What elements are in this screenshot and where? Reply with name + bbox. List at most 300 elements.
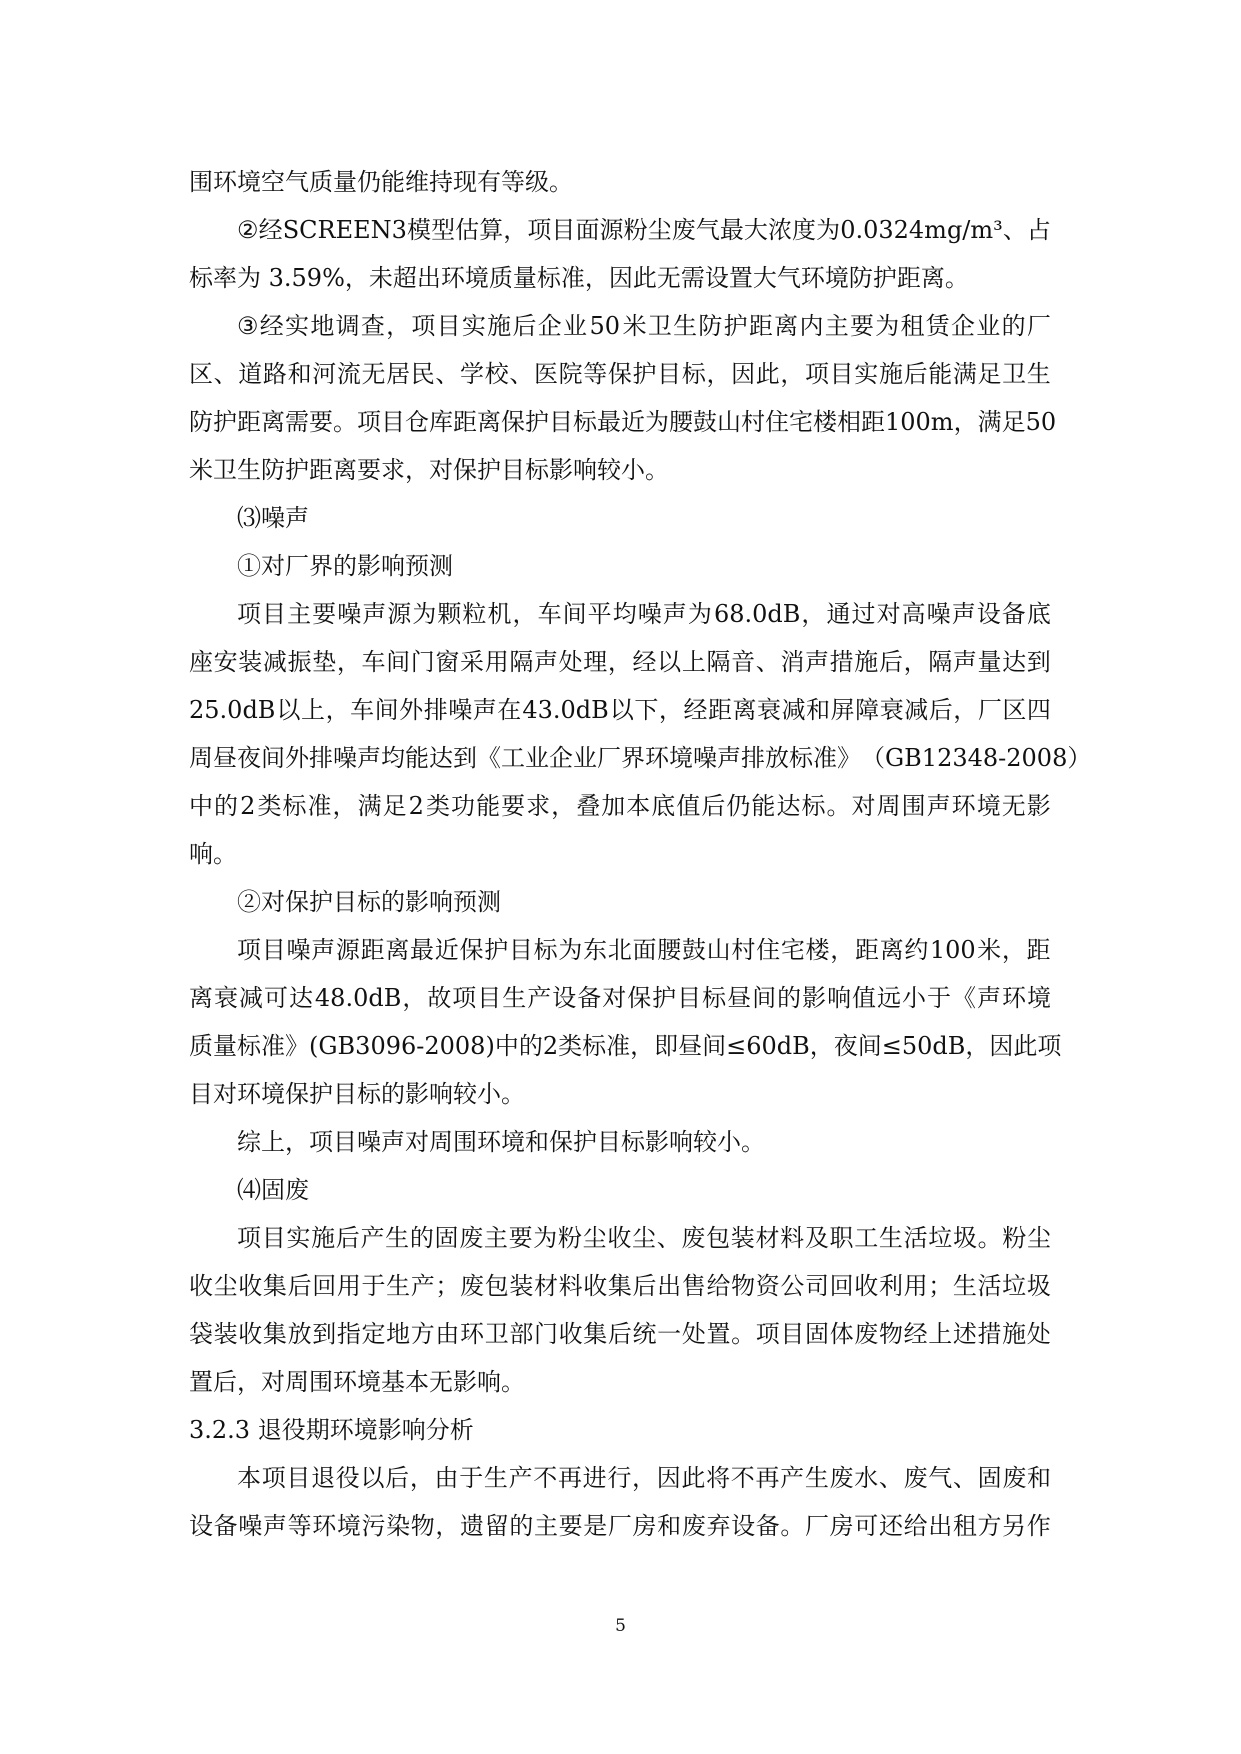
text-token: 距 xyxy=(237,408,261,436)
text-line: 米卫生防护距离要求，对保护目标影响较小。 xyxy=(189,456,669,484)
text-token: 尘 xyxy=(213,1272,238,1300)
text-token: ， xyxy=(801,600,826,628)
text-token: ， xyxy=(953,408,978,436)
text-token: 用 xyxy=(484,648,509,676)
text-token: 流 xyxy=(336,360,361,388)
text-token: ， xyxy=(503,216,528,244)
text-token: 后 xyxy=(607,1320,632,1348)
text-token: 车 xyxy=(350,696,375,724)
text-token: 以 xyxy=(276,696,301,724)
text-token: 周 xyxy=(876,792,901,820)
text-token: ③ xyxy=(237,312,259,340)
text-token: 环 xyxy=(1001,984,1026,1012)
text-token: 实 xyxy=(461,312,486,340)
text-token: 回 xyxy=(312,1272,337,1300)
text-token: 境 xyxy=(336,1512,361,1540)
text-token: ② xyxy=(237,216,259,244)
text-token: 实 xyxy=(285,312,310,340)
text-token: 生 xyxy=(483,1464,508,1492)
text-token: 项 xyxy=(237,1224,261,1252)
text-token: 》 xyxy=(837,744,861,772)
text-line xyxy=(189,686,1051,734)
text-token: 100 xyxy=(929,936,976,964)
text-token: 收 xyxy=(583,1272,608,1300)
text-token: 和 xyxy=(1027,1464,1051,1492)
text-token: 过 xyxy=(851,600,876,628)
text-token: 米 xyxy=(622,312,647,340)
text-token: 废 xyxy=(854,1320,879,1348)
text-token: 道 xyxy=(238,360,263,388)
text-token: 此 xyxy=(1013,1032,1038,1060)
text-token: 准 xyxy=(813,744,837,772)
text-token: 衰 xyxy=(757,696,782,724)
text-token: 要 xyxy=(558,1512,583,1540)
text-token: 噪 xyxy=(448,696,473,724)
text-token: 项 xyxy=(527,216,552,244)
text-token: 是 xyxy=(583,1512,608,1540)
text-token: 措 xyxy=(977,1320,1002,1348)
text-token: 放 xyxy=(287,1320,312,1348)
text-token: ， xyxy=(953,696,978,724)
text-token: 的 xyxy=(214,792,239,820)
text-token: 最 xyxy=(719,216,744,244)
text-token: 声 xyxy=(952,648,977,676)
text-token: 物 xyxy=(410,1512,435,1540)
text-token: 、 xyxy=(952,1464,977,1492)
text-token: 楼 xyxy=(813,408,837,436)
text-line xyxy=(189,734,1092,782)
text-token: 废 xyxy=(681,1512,706,1540)
text-token: 公 xyxy=(780,1272,805,1300)
text-token: 用 xyxy=(336,1272,361,1300)
text-token: ≤50dB xyxy=(881,1032,966,1060)
text-token: 、 xyxy=(878,1464,903,1492)
text-token: 距 xyxy=(1026,936,1051,964)
text-line: 目对环境保护目标的影响较小。 xyxy=(189,1080,525,1108)
text-token: 设 xyxy=(552,984,577,1012)
text-token: 最 xyxy=(410,936,435,964)
text-token: 包 xyxy=(484,1272,509,1300)
text-token: 粉 xyxy=(557,1224,582,1252)
text-token: 院 xyxy=(558,360,583,388)
text-token: 村 xyxy=(731,936,756,964)
text-token: 产 xyxy=(360,1224,385,1252)
text-token: 影 xyxy=(1026,792,1051,820)
text-token: 》 xyxy=(285,1032,309,1060)
text-token: 护 xyxy=(484,936,509,964)
text-token: 实 xyxy=(854,360,879,388)
text-token: 间 xyxy=(261,744,285,772)
text-token: 排 xyxy=(309,744,333,772)
text-line xyxy=(189,1022,1062,1070)
text-token: 经 xyxy=(903,1320,928,1348)
text-line: 综上，项目噪声对周围环境和保护目标影响较小。 xyxy=(237,1128,765,1156)
text-token: 间 xyxy=(857,1032,882,1060)
text-token: 足 xyxy=(1001,408,1026,436)
text-token: 收 xyxy=(238,1320,263,1348)
text-token: 量 xyxy=(213,1032,237,1060)
text-line xyxy=(189,590,1051,638)
text-token: 距 xyxy=(748,312,773,340)
text-token: 围 xyxy=(901,792,926,820)
text-token: 给 xyxy=(706,1272,731,1300)
text-token: 鼓 xyxy=(681,936,706,964)
text-token: 、 xyxy=(656,1224,681,1252)
text-token: 尘 xyxy=(1027,1224,1051,1252)
text-token: 100m xyxy=(885,408,954,436)
text-token: 噪 xyxy=(926,600,951,628)
text-token: 护 xyxy=(723,312,748,340)
text-token: 定 xyxy=(361,1320,386,1348)
text-token: 要 xyxy=(309,408,333,436)
text-token: 主 xyxy=(824,312,849,340)
text-token: 可 xyxy=(854,1512,879,1540)
text-token: 到 xyxy=(312,1320,337,1348)
text-token: 项 xyxy=(452,984,477,1012)
text-token: 粉 xyxy=(623,216,648,244)
text-token: 医 xyxy=(533,360,558,388)
text-token: ， xyxy=(551,792,576,820)
text-token: 污 xyxy=(361,1512,386,1540)
text-token: 因 xyxy=(731,360,756,388)
text-line: ⑷固废 xyxy=(237,1176,309,1204)
text-token: 主 xyxy=(483,1224,508,1252)
text-token: 等 xyxy=(583,360,608,388)
text-token: 到 xyxy=(1026,648,1051,676)
text-token: 生 xyxy=(502,984,527,1012)
text-token: 活 xyxy=(977,1272,1002,1300)
text-token: 目 xyxy=(551,216,576,244)
text-token: 上 xyxy=(681,648,706,676)
text-token: 昼 xyxy=(213,744,237,772)
text-token: 声 xyxy=(976,984,1001,1012)
text-token: 护 xyxy=(652,984,677,1012)
text-token: 间 xyxy=(702,1032,727,1060)
text-token: 2 xyxy=(408,792,424,820)
text-token: 近 xyxy=(621,408,645,436)
text-token: 目 xyxy=(477,984,502,1012)
text-token: 役 xyxy=(335,1464,360,1492)
text-token: ， xyxy=(780,360,805,388)
text-token: 标 xyxy=(702,984,727,1012)
text-token: 废 xyxy=(459,1224,484,1252)
text-token: 村 xyxy=(741,408,765,436)
text-token: 衰 xyxy=(213,984,238,1012)
text-token: 消 xyxy=(780,648,805,676)
text-token: 本 xyxy=(626,792,651,820)
text-token: 设 xyxy=(189,1512,213,1540)
text-token: 再 xyxy=(755,1464,780,1492)
page-number: 5 xyxy=(615,1616,626,1636)
text-token: 因 xyxy=(656,1464,681,1492)
text-line: 3.2.3 退役期环境影响分析 xyxy=(189,1416,474,1444)
text-token: 目 xyxy=(262,600,287,628)
text-token: 距 xyxy=(360,936,385,964)
text-token: 给 xyxy=(903,1512,928,1540)
text-token: 采 xyxy=(460,648,485,676)
text-token: 项 xyxy=(805,360,830,388)
text-token: 厂 xyxy=(607,1512,632,1540)
text-token: 业 xyxy=(562,312,587,340)
text-token: 实 xyxy=(286,1224,311,1252)
text-token: 周 xyxy=(189,744,213,772)
text-token: 收 xyxy=(189,1272,213,1300)
text-token: 颗 xyxy=(437,600,462,628)
text-token: 路 xyxy=(262,360,287,388)
text-token: 隔 xyxy=(928,648,953,676)
text-token: 备 xyxy=(1001,600,1026,628)
text-token: 防 xyxy=(189,408,213,436)
text-token: 生 xyxy=(385,1224,410,1252)
text-token: 生 xyxy=(952,1272,977,1300)
text-line xyxy=(189,926,1051,974)
text-token: 。 xyxy=(333,408,357,436)
text-token: 源 xyxy=(387,600,412,628)
text-token: 下 xyxy=(634,696,659,724)
text-token: 相 xyxy=(837,408,861,436)
text-token: 即 xyxy=(654,1032,679,1060)
text-token: 施 xyxy=(1002,1320,1027,1348)
text-token: 因 xyxy=(989,1032,1014,1060)
text-token: 处 xyxy=(681,1320,706,1348)
text-token: ， xyxy=(809,1032,834,1060)
text-token: 减 xyxy=(262,648,287,676)
text-token: 25.0dB xyxy=(189,696,276,724)
text-token: 业 xyxy=(573,744,597,772)
text-token: 设 xyxy=(976,600,1001,628)
text-token: 由 xyxy=(434,1464,459,1492)
text-token: 距 xyxy=(453,408,477,436)
text-token: 固 xyxy=(805,1320,830,1348)
text-token: 库 xyxy=(429,408,453,436)
text-token: 目 xyxy=(261,1224,286,1252)
text-token: 声 xyxy=(662,600,687,628)
text-token: 算 xyxy=(479,216,504,244)
text-token: 估 xyxy=(455,216,480,244)
text-token: ， xyxy=(332,792,357,820)
text-line: 标率为 3.59%，未超出环境质量标准，因此无需设置大气环境防护距离。 xyxy=(189,264,969,292)
text-token: 达 xyxy=(288,984,313,1012)
text-token: 上 xyxy=(301,696,326,724)
text-token: 经 xyxy=(683,696,708,724)
text-token: 小 xyxy=(902,984,927,1012)
text-line xyxy=(189,206,1051,254)
text-token: 不 xyxy=(533,1464,558,1492)
text-token: 类 xyxy=(558,1032,583,1060)
text-token: 面 xyxy=(575,216,600,244)
text-token: 集 xyxy=(607,1272,632,1300)
text-token: 集 xyxy=(583,1320,608,1348)
text-token: 、 xyxy=(1002,216,1027,244)
text-line: ⑶噪声 xyxy=(237,504,309,532)
text-token: 。 xyxy=(731,1320,756,1348)
text-token: 环 xyxy=(645,744,669,772)
text-token: 一 xyxy=(657,1320,682,1348)
text-token: 通 xyxy=(826,600,851,628)
text-token: 山 xyxy=(706,936,731,964)
text-token: 遗 xyxy=(460,1512,485,1540)
text-token: 料 xyxy=(780,1224,805,1252)
text-token: 生 xyxy=(878,1224,903,1252)
text-line xyxy=(189,1262,1051,1310)
text-token: 施 xyxy=(487,312,512,340)
text-token: 离 xyxy=(774,312,799,340)
text-token: 满 xyxy=(357,792,382,820)
text-token: 染 xyxy=(386,1512,411,1540)
text-token: 行 xyxy=(607,1464,632,1492)
text-token: 由 xyxy=(435,1320,460,1348)
text-token: 距 xyxy=(707,696,732,724)
text-token: 生 xyxy=(804,1464,829,1492)
text-token: 住 xyxy=(756,936,781,964)
text-token: ； xyxy=(435,1272,460,1300)
text-token: 声 xyxy=(357,744,381,772)
text-token: 另 xyxy=(1002,1512,1027,1540)
text-token: ， xyxy=(607,648,632,676)
text-token: 宅 xyxy=(789,408,813,436)
text-token: 经 xyxy=(258,216,283,244)
text-token: 项 xyxy=(411,312,436,340)
text-token: 夜 xyxy=(833,1032,858,1060)
text-token: 物 xyxy=(731,1272,756,1300)
text-token: 保 xyxy=(627,984,652,1012)
text-token: 昼 xyxy=(678,1032,703,1060)
document-body xyxy=(189,158,1092,1550)
text-token: 住 xyxy=(765,408,789,436)
text-token: 车 xyxy=(361,648,386,676)
text-token: 平 xyxy=(587,600,612,628)
text-token: 主 xyxy=(533,1512,558,1540)
text-line: 围环境空气质量仍能维持现有等级。 xyxy=(189,168,573,196)
text-token: 《 xyxy=(951,984,976,1012)
text-token: 要 xyxy=(508,1224,533,1252)
text-token: 地 xyxy=(386,1320,411,1348)
text-token: 间 xyxy=(562,600,587,628)
text-token: 类 xyxy=(426,792,450,820)
text-token: 卫 xyxy=(647,312,672,340)
text-token: 业 xyxy=(525,744,549,772)
text-token: 水 xyxy=(854,1464,879,1492)
text-token: ， xyxy=(632,1464,656,1492)
text-token: 弃 xyxy=(706,1512,731,1540)
text-token: 收 xyxy=(558,1320,583,1348)
text-token: 后 xyxy=(335,1224,360,1252)
text-token: 为 xyxy=(412,600,437,628)
text-token: 于 xyxy=(927,984,951,1012)
text-token: 区 xyxy=(1002,696,1027,724)
text-token: 为 xyxy=(875,312,900,340)
text-token: 门 xyxy=(533,1320,558,1348)
text-token: 标 xyxy=(282,792,307,820)
text-token: 料 xyxy=(558,1272,583,1300)
text-token: 产 xyxy=(527,984,552,1012)
text-token: 四 xyxy=(1026,696,1051,724)
text-token: 面 xyxy=(632,936,657,964)
text-token: 间 xyxy=(752,984,777,1012)
text-token: 废 xyxy=(460,1272,485,1300)
text-token: 类 xyxy=(257,792,282,820)
text-token: 间 xyxy=(386,648,411,676)
text-token: 腰 xyxy=(669,408,693,436)
text-token: 仓 xyxy=(405,408,429,436)
text-line xyxy=(189,1454,1051,1502)
text-line: ②对保护目标的影响预测 xyxy=(237,888,501,916)
text-line xyxy=(189,638,1051,686)
text-token: 目 xyxy=(677,984,702,1012)
text-token: 离 xyxy=(385,936,410,964)
text-token: 均 xyxy=(612,600,637,628)
text-token: 离 xyxy=(879,936,904,964)
text-token: 利 xyxy=(878,1272,903,1300)
text-token: 在 xyxy=(497,696,522,724)
text-token: ， xyxy=(435,1512,460,1540)
text-token: 装 xyxy=(213,1320,238,1348)
text-token: 的 xyxy=(409,1224,434,1252)
text-line: ①对厂界的影响预测 xyxy=(237,552,453,580)
text-token: 排 xyxy=(423,696,448,724)
text-token: 标 xyxy=(789,744,813,772)
text-token: 境 xyxy=(1026,984,1051,1012)
text-token: 气 xyxy=(928,1464,953,1492)
text-token: 能 xyxy=(928,360,953,388)
text-token: 企 xyxy=(549,744,573,772)
text-token: 屏 xyxy=(830,696,855,724)
text-token: 集 xyxy=(262,1320,287,1348)
text-token: 目 xyxy=(286,1464,311,1492)
text-token: 固 xyxy=(434,1224,459,1252)
text-token: 为 xyxy=(558,936,583,964)
text-token: 离 xyxy=(732,696,757,724)
text-token: 座 xyxy=(189,648,213,676)
text-token: 足 xyxy=(382,792,407,820)
text-token: 和 xyxy=(657,1512,682,1540)
text-token: 无 xyxy=(361,360,386,388)
text-token: 能 xyxy=(476,792,501,820)
text-token: 项 xyxy=(237,936,261,964)
text-token: ， xyxy=(830,936,855,964)
text-token: 腰 xyxy=(657,936,682,964)
text-token: 外 xyxy=(399,696,424,724)
text-token: 再 xyxy=(557,1464,582,1492)
text-token: 68.0dB xyxy=(713,600,801,628)
text-token: 生 xyxy=(673,312,698,340)
text-token: 声 xyxy=(472,696,497,724)
text-token: 材 xyxy=(533,1272,558,1300)
text-token: 噪 xyxy=(238,1512,263,1540)
text-token: 后 xyxy=(928,696,953,724)
text-token: 尘 xyxy=(582,1224,607,1252)
text-token: 尘 xyxy=(647,216,672,244)
text-token: 宅 xyxy=(780,936,805,964)
text-token: 对 xyxy=(602,984,627,1012)
text-token: 进 xyxy=(582,1464,607,1492)
text-token: 经 xyxy=(632,648,657,676)
text-token: 标 xyxy=(237,1032,261,1060)
text-token: 响 xyxy=(827,984,852,1012)
text-token: 底 xyxy=(651,792,676,820)
text-token: 48.0dB xyxy=(314,984,402,1012)
text-line xyxy=(189,302,1051,350)
text-token: 部 xyxy=(509,1320,534,1348)
text-token: 北 xyxy=(607,936,632,964)
text-token: 噪 xyxy=(637,600,662,628)
text-token: 标 xyxy=(573,408,597,436)
text-token: 租 xyxy=(952,1512,977,1540)
text-token: 装 xyxy=(509,1272,534,1300)
text-token: 上 xyxy=(928,1320,953,1348)
text-line xyxy=(189,350,1051,398)
text-token: 故 xyxy=(427,984,452,1012)
